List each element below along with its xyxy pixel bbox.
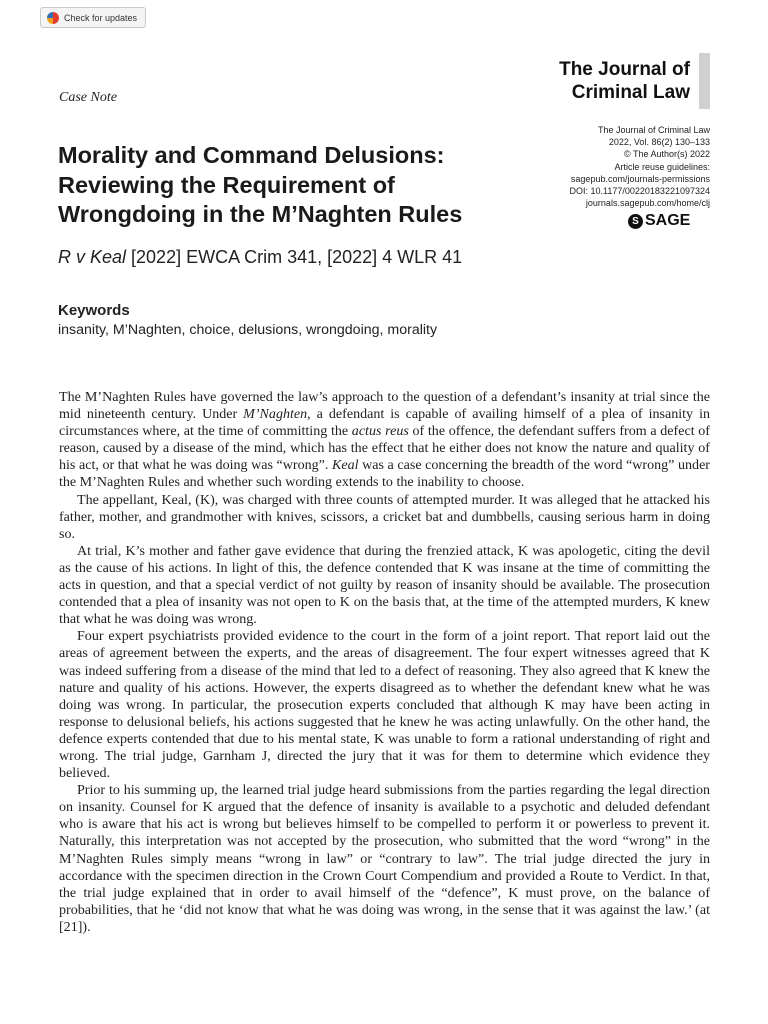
article-title-line3: Wrongdoing in the M’Naghten Rules <box>58 201 463 227</box>
journal-name-line1: The Journal of <box>559 59 690 80</box>
article-title <box>58 141 462 230</box>
sage-logo-text: SAGE <box>645 212 691 229</box>
pub-doi-link[interactable]: DOI: 10.1177/00220183221097324 <box>569 186 710 197</box>
paragraph-1: The M’Naghten Rules have governed the law’s approach to the question of a defendant’s insanity at trial since the mid nineteenth century. Under M’Naghten, a defendant is capable of availing himself of a plea of insanity in circumstances where, at the time of committing the actus reus of the offence, the defendant suffers from a defect of reason, caused by a disease of the mind, which has the effect that he either does not know the nature and quality of his act, or that what he was doing was “wrong”. Keal was a case concerning the breadth of the word “wrong” under the M’Naghten Rules and whether such wording extends to the inability to choose. <box>59 389 710 491</box>
publication-info <box>570 124 710 209</box>
check-for-updates-icon <box>47 12 59 24</box>
paragraph-3: At trial, K’s mother and father gave evidence that during the frenzied attack, K was apologetic, citing the devil as the cause of his actions. In light of this, the defence contended that K was insane at the time of committing the acts in question, and that a special verdict of not guilty by reason of insanity should be available. The prosecution contended that a plea of insanity was not open to K on the basis that, at the time of the attempted murders, K knew that what he was doing was wrong. <box>59 542 710 628</box>
pub-volume: 2022, Vol. 86(2) 130–133 <box>608 137 710 148</box>
pub-journal-link[interactable]: journals.sagepub.com/home/clj <box>585 198 710 209</box>
article-body <box>59 389 710 936</box>
pub-reuse-label: Article reuse guidelines: <box>614 161 710 172</box>
case-name: R v Keal <box>58 247 127 267</box>
article-title-line2: Reviewing the Requirement of <box>58 171 395 198</box>
check-for-updates-button[interactable] <box>40 7 146 28</box>
keywords-list: insanity, M’Naghten, choice, delusions, wrongdoing, morality <box>58 322 438 338</box>
check-for-updates-label: Check for updates <box>64 12 138 23</box>
pub-copyright: © The Author(s) 2022 <box>623 149 710 160</box>
case-reference: [2022] EWCA Crim 341, [2022] 4 WLR 41 <box>126 247 463 267</box>
paragraph-2: The appellant, Keal, (K), was charged with three counts of attempted murder. It was alleged that he attacked his father, mother, and grandmother with knives, scissors, a cricket bat and dumbbells, causing serious harm in doing so. <box>59 491 710 542</box>
journal-name-line2: Criminal Law <box>571 82 690 103</box>
sage-logo <box>628 212 690 230</box>
case-citation <box>58 247 462 268</box>
journal-name <box>559 58 690 104</box>
paragraph-5: Prior to his summing up, the learned trial judge heard submissions from the parties regarding the legal direction on insanity. Counsel for K argued that the defence of insanity is available to a psychotic and deluded defendant who is aware that his act is wrong but believes himself to be compelled to perform it or powerless to prevent it. Naturally, this interpretation was not accepted by the prosecution, who submitted that the word “wrong” in the M’Naghten Rules simply means “wrong in law” or “contrary to law”. The trial judge directed the jury in accordance with the specimen direction in the Crown Court Compendium and provided a Route to Verdict. In that, the trial judge explained that in order to avail himself of the “defence”, K must prove, on the balance of probabilities, that he ‘did not know that what he was doing was wrong, in the sense that it was against the law.’ (at [21]). <box>59 782 710 935</box>
pub-permissions-link[interactable]: sagepub.com/journals-permissions <box>570 173 710 184</box>
journal-accent-bar <box>699 53 710 109</box>
keywords-heading: Keywords <box>58 302 130 319</box>
sage-logo-icon: S <box>628 214 643 229</box>
paragraph-4: Four expert psychiatrists provided evidence to the court in the form of a joint report. That report laid out the areas of agreement between the experts, and the areas of disagreement. The four expert witnesses agreed that K was indeed suffering from a disease of the mind that led to a defect of reasoning. They also agreed that K knew the nature and quality of his actions. However, the experts disagreed as to whether the defendant knew what he was doing was wrong. In particular, the prosecution experts concluded that although K may have been acting in response to delusional beliefs, his actions suggested that he knew he was acting unlawfully. On the other hand, the defence experts contended that due to his mental state, K was unable to form a rational understanding of right and wrong. The trial judge, Garnham J, directed the jury that it was for them to determine which evidence they believed. <box>59 628 710 782</box>
article-title-line1: Morality and Command Delusions: <box>58 142 445 168</box>
pub-journal: The Journal of Criminal Law <box>597 125 710 135</box>
article-type: Case Note <box>59 90 117 105</box>
